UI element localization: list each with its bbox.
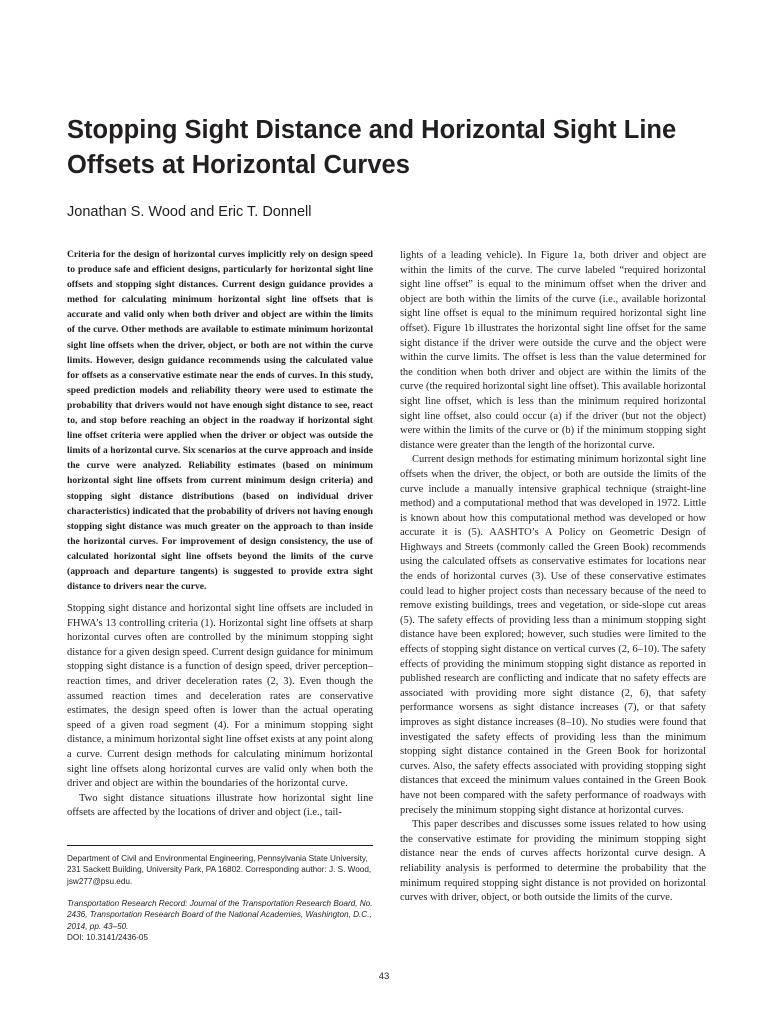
citation-footnote: [67, 898, 373, 944]
right-paragraph-2: Current design methods for estimating minimum horizontal sight line offsets when the driver, the object, or both are outside the limits of the curve include a manually intensive graphical technique (straight-line method) and a computational method that was developed in 1972. Little is known about how this computational method was developed or how accurate it is (5). AASHTO’s A Policy on Geometric Design of Highways and Streets (commonly called the Green Book) recommends using the calculated offsets as conservative estimates for locations near the ends of horizontal curves (3). Use of these conservative estimates could lead to higher project costs than necessary because of the need to remove existing buildings, trees and vegetation, or side-slope cut areas (5). The safety effects of providing less than a minimum stopping sight distance have been explored; however, such studies were limited to the effects of stopping sight distance on vertical curves (2, 6–10). The safety effects of providing the minimum stopping sight distance as reported in published research are conflicting and indicate that no safety effects are associated with providing more sight distance (2, 6), that safety performance worsens as sight distance increases (7), or that safety improves as sight distance increases (8–10). No studies were found that investigated the safety effects of providing less than the minimum stopping sight distance contained in the Green Book for horizontal curves. Also, the safety effects associated with providing stopping sight distances that exceed the minimum values contained in the Green Book have not been compared with the safety performance of roadways with precisely the minimum stopping sight distance at horizontal curves.: [400, 454, 706, 816]
left-paragraph-2: Two sight distance situations illustrate how horizontal sight line offsets are affected by the locations of driver and object (i.e., tail-: [67, 792, 373, 819]
right-paragraph-1: lights of a leading vehicle). In Figure 1a, both driver and object are within the limits of the curve. The curve labeled “required horizontal sight line offset” is equal to the minimum offset when the driver and object are both within the limits of the curve (i.e., available horizontal sight line offset is equal to the minimum required horizontal sight line offset). Figure 1b illustrates the horizontal sight line offset for the same sight distance if the driver were outside the curve and the object were within the curve limits. The offset is less than the value determined for the condition when both driver and object are within the limits of the curve (the required horizontal sight line offset). This available horizontal sight line offset, which is less than the minimum required horizontal sight line offset, also could occur (a) if the driver (but not the object) were within the limits of the curve or (b) if the minimum stopping sight distance were greater than the length of the horizontal curve.: [400, 250, 706, 451]
left-paragraph-1: Stopping sight distance and horizontal sight line offsets are included in FHWA’s 13 controlling criteria (1). Horizontal sight line offsets at sharp horizontal curves often are controlled by the minimum stopping sight distance for a given design speed. Current design guidance for minimum stopping sight distance is a function of design speed, driver perception–reaction times, and driver deceleration rates (2, 3). Even though the assumed reaction times and deceleration rates are conservative estimates, the design speed often is lower than the actual operating speed of a given road segment (4). For a minimum stopping sight distance, a minimum horizontal sight line offset exists at any point along a curve. Current design methods for calculating minimum horizontal sight line offsets along horizontal curves are valid only when both the driver and object are within the boundaries of the horizontal curve.: [67, 603, 373, 790]
affiliation-footnote: Department of Civil and Environmental Engineering, Pennsylvania State University, 231 Sackett Building, University Park, PA 16802. Corresponding author: J. S. Wood, jsw277@psu.edu.: [67, 854, 372, 886]
doi-text: DOI: 10.3141/2436-05: [67, 933, 149, 943]
right-paragraph-3: This paper describes and discusses some issues related to how using the conservative estimate for providing the minimum stopping sight distance near the ends of curves affects horizontal curve design. A reliability analysis is performed to determine the probability that the minimum required stopping sight distance is not provided on horizontal curves with driver, object, or both outside the limits of the curve.: [400, 819, 706, 904]
abstract: [67, 247, 373, 594]
paper-title: Stopping Sight Distance and Horizontal Sight Line Offsets at Horizontal Curves: [67, 116, 677, 179]
author-line: Jonathan S. Wood and Eric T. Donnell: [67, 204, 312, 220]
citation-text: Transportation Research Record: Journal of the Transportation Research Board, No. 2436, Transportation Research Board of the National Academies, Washington, D.C., 2014, pp. 43–50.: [67, 899, 373, 931]
page-number: 43: [378, 971, 390, 982]
abstract-text: Criteria for the design of horizontal curves implicitly rely on design speed to produce safe and efficient designs, particularly for horizontal sight line offsets and stopping sight distances. Current design guidance provides a method for calculating minimum horizontal sight line offsets that is accurate and valid only when both driver and object are within the limits of the curve. Other methods are available to estimate minimum horizontal sight line offsets when the driver, object, or both are not within the curve limits. However, design guidance recommends using the calculated value for offsets as a conservative estimate near the ends of curves. In this study, speed prediction models and reliability theory were used to estimate the probability that drivers would not have enough sight distance to see, react to, and stop before reaching an object in the roadway if horizontal sight line offset criteria were applied when the driver or object was outside the limits of a horizontal curve. Six scenarios at the curve approach and inside the curve were analyzed. Reliability estimates (based on minimum horizontal sight line offsets from current minimum design criteria) and stopping sight distance distributions (based on individual driver characteristics) indicated that the probability of drivers not having enough stopping sight distance was much greater on the approach to than inside the horizontal curves. For improvement of design consistency, the use of calculated horizontal sight line offsets beyond the limits of the curve (approach and departure tangents) is suggested to provide extra sight distance to drivers near the curve.: [67, 249, 373, 593]
left-column-body: [67, 602, 373, 821]
right-column-body: [400, 249, 706, 906]
footnote-divider: [67, 845, 373, 846]
